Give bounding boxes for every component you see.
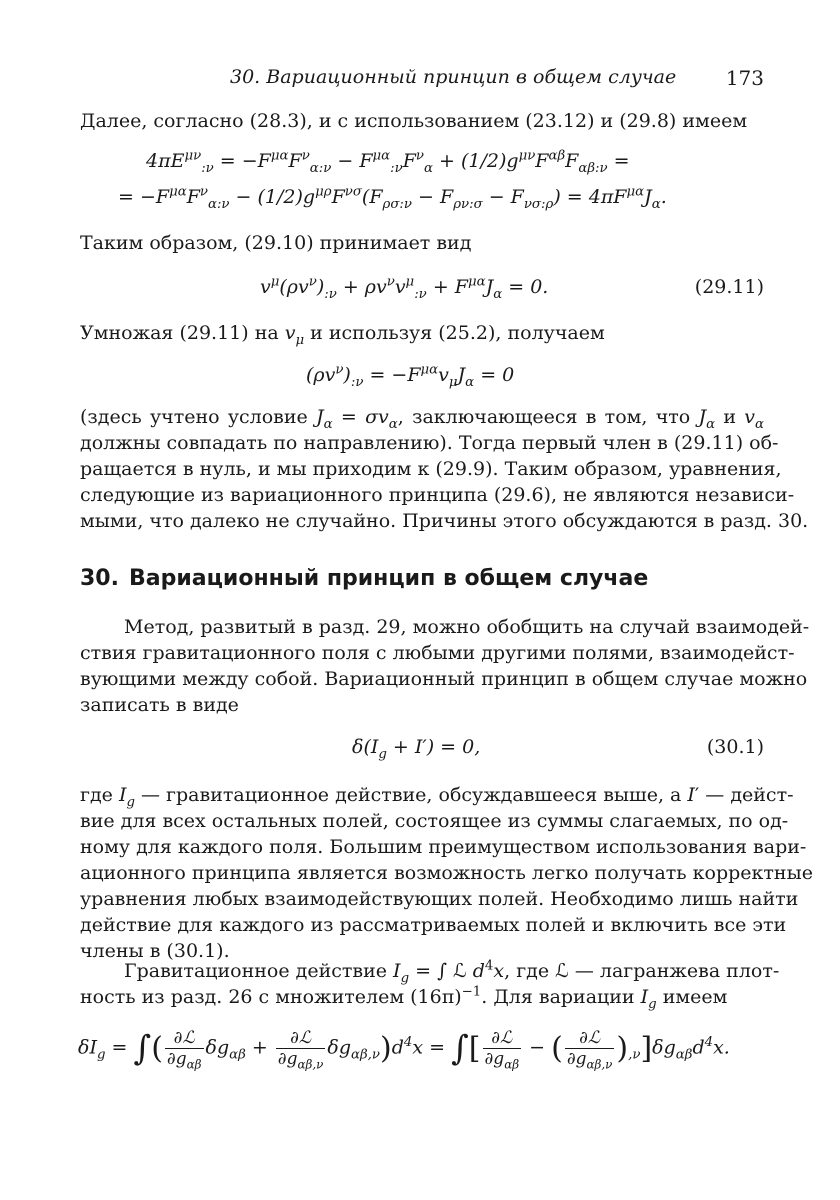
text-line: ационного принципа является возможность легко получать корректные <box>80 862 813 884</box>
equation-body: $\delta(I_g + I') = 0$, <box>352 736 481 762</box>
equation-line-1: $4\pi E^{\mu\nu}_{:\nu} = -F^{\mu\alpha}F^\nu_{\alpha:\nu} - F^{\mu\alpha}_{:\nu}F^\nu_\alpha + (1/2)g^{\mu\nu}F^{\alpha\beta}F_{\alpha\beta:\nu}$ = <box>146 148 630 176</box>
paragraph-note <box>80 404 809 534</box>
equation-30-1 <box>80 736 764 764</box>
running-head <box>80 66 764 90</box>
equation-line-2: = $-F^{\mu\alpha}F^\nu_{\alpha:\nu} - (1/2)g^{\mu\rho}F^{\nu\sigma}(F_{\rho\sigma:\nu} - F_{\rho\nu:\sigma} - F_{\nu\sigma:\rho}) = 4\pi F^{\mu\alpha}J_\alpha$. <box>118 184 667 212</box>
paragraph-method <box>80 614 810 718</box>
equation-variation <box>78 1020 768 1096</box>
text-line: ность из разд. 26 с множителем $(16\pi)^{-1}$. Для вариации $I_g$ имеем <box>80 984 728 1012</box>
text-line: мыми, что далеко не случайно. Причины этого обсуждаются в разд. 30. <box>80 510 809 532</box>
text-line: Гравитационное действие $I_g$ = ∫ ℒ $d^4x$, где ℒ — лагранжева плот- <box>124 958 780 986</box>
text-line: Далее, согласно (28.3), и с использованием (23.12) и (29.8) имеем <box>80 110 748 132</box>
equation-body: $(\rho v^\nu)_{:\nu} = -F^{\mu\alpha}v_\mu J_\alpha = 0$ <box>306 362 515 390</box>
section-number: 30. <box>80 566 119 591</box>
section-title: Вариационный принцип в общем случае <box>128 566 649 591</box>
text-line: Таким образом, (29.10) принимает вид <box>80 232 472 254</box>
text-line: действие для каждого из рассматриваемых полей и включить все эти <box>80 914 787 936</box>
equation-continuity <box>80 364 764 392</box>
paragraph-gravitational-action <box>80 958 780 1012</box>
text-line: (здесь учтено условие $J_\alpha = \sigma v_\alpha$, заключающееся в том, что $J_\alpha$ и $v_\alpha$ <box>80 406 764 432</box>
equation-number: (30.1) <box>706 736 764 758</box>
equation-number: (29.11) <box>694 276 764 298</box>
paragraph-thus <box>80 230 764 256</box>
text-line: вующими между собой. Вариационный принцип в общем случае можно <box>80 668 808 690</box>
text-line: ному для каждого поля. Большим преимуществом использования вари- <box>80 836 807 858</box>
text-line: следующие из вариационного принципа (29.6), не являются независи- <box>80 484 795 506</box>
equation-body: $v^\mu(\rho v^\nu)_{:\nu} + \rho v^\nu v^\mu_{:\nu} + F^{\mu\alpha}J_\alpha = 0$. <box>260 274 549 302</box>
equation-stress-divergence <box>80 150 764 210</box>
text-line: должны совпадать по направлению). Тогда первый член в (29.11) об- <box>80 432 779 454</box>
text-line: члены в (30.1). <box>80 940 230 962</box>
equation-body: $\delta I_g$ = ∫( $\frac{\text{∂ℒ}}{\partial g_{\alpha\beta}}$ $\delta g_{\alpha\beta}$ + $\frac{\text{∂ℒ}}{\partial g_{\alpha\beta,\nu}}$ $\delta g_{\alpha\beta,\nu})d^4x$ = ∫[ $\frac{\text{∂ℒ}}{\partial g_{\alpha\beta}}$ − ( $\frac{\text{∂ℒ}}{\partial g_{\alpha\beta,\nu}}$ )$_{,\nu}]\delta g_{\alpha\beta}d^4x$. <box>78 1028 730 1072</box>
text-line: Умножая (29.11) на $v_\mu$ и используя (25.2), получаем <box>80 322 605 348</box>
paragraph-intro <box>80 108 764 134</box>
text-line: вие для всех остальных полей, состоящее из суммы слагаемых, по од- <box>80 810 789 832</box>
page-number: 173 <box>725 66 764 90</box>
paragraph-where <box>80 782 813 964</box>
text-line: ращается в нуль, и мы приходим к (29.9). Таким образом, уравнения, <box>80 458 782 480</box>
paragraph-multiply <box>80 320 764 346</box>
text-line: Метод, развитый в разд. 29, можно обобщить на случай взаимодей- <box>124 616 810 638</box>
text-line: где $I_g$ — гравитационное действие, обсуждавшееся выше, а I′ — дейст- <box>80 784 794 810</box>
equation-29-11 <box>80 276 764 304</box>
text-line: записать в виде <box>80 694 239 716</box>
text-line: ствия гравитационного поля с любыми другими полями, взаимодейст- <box>80 642 795 664</box>
running-title: 30. Вариационный принцип в общем случае <box>230 66 677 88</box>
section-heading <box>80 566 764 591</box>
text-line: уравнения любых взаимодействующих полей. Необходимо лишь найти <box>80 888 799 910</box>
